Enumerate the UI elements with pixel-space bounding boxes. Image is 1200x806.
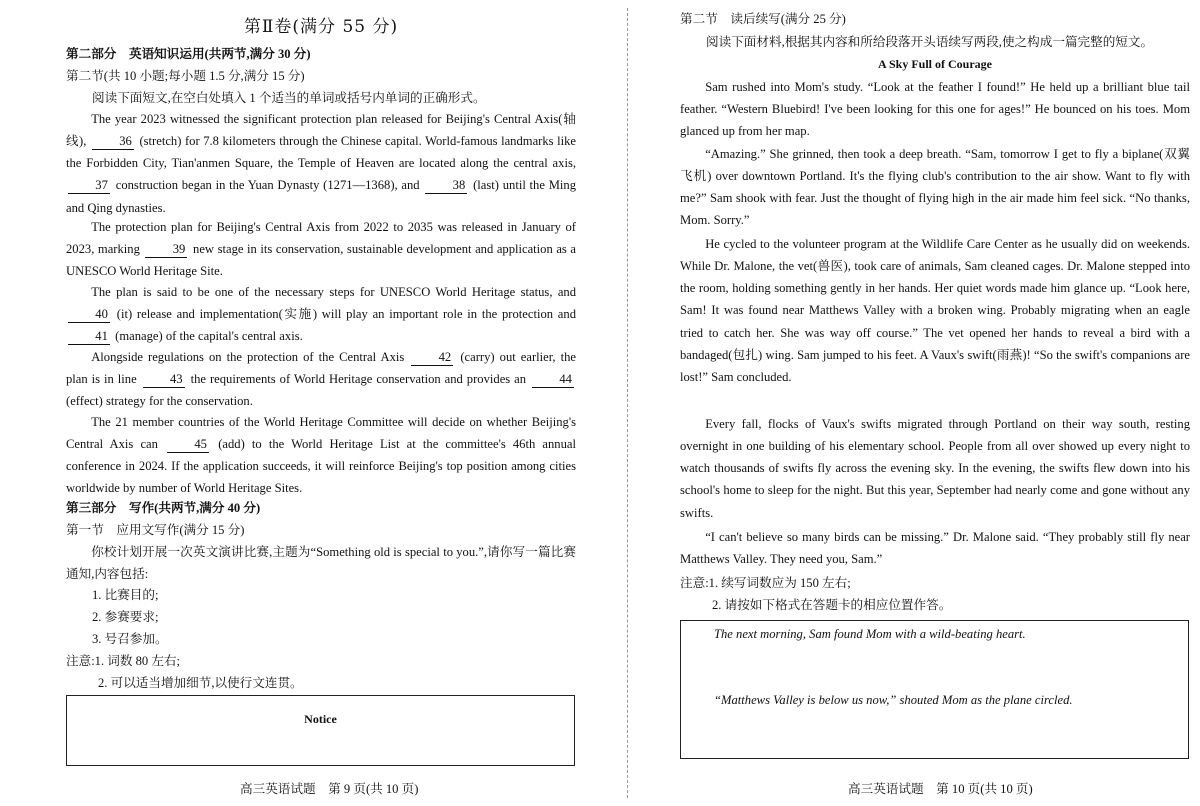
cloze-paragraph-5: The 21 member countries of the World Heritage Committee will decide on whether Beijing's Central Axis can 45 (add) to the World Heritage List at the committee's 46th annual conference in 2024. If the application succeeds, it will reinforce Beijing's top position among cities worldwide by number of World Heritage Sites. [66, 415, 576, 496]
blank-40[interactable]: 40 [68, 307, 110, 323]
part2-heading: 第二部分 英语知识运用(共两节,满分 30 分) [66, 47, 311, 61]
requirement-item-1: 1. 比赛目的; [92, 588, 159, 602]
page-footer: 高三英语试题 第 9 页(共 10 页) [240, 782, 419, 796]
cloze-paragraph-4: Alongside regulations on the protection of the Central Axis 42 (carry) out earlier, the plan is in line 43 the requirements of World Heritage conservation and provides an 44 (effect) strategy for the conservation. [66, 350, 576, 409]
note-details: 2. 可以适当增加细节,以使行文连贯。 [98, 676, 303, 690]
blank-45[interactable]: 45 [167, 437, 209, 453]
requirement-item-3: 3. 号召参加。 [92, 632, 168, 646]
continuation-instructions: 阅读下面材料,根据其内容和所给段落开头语续写两段,使之构成一篇完整的短文。 [706, 35, 1154, 49]
page-divider [627, 8, 628, 798]
story-title: A Sky Full of Courage [877, 57, 992, 71]
story-paragraph-5: “I can't believe so many birds can be missing.” Dr. Malone said. “They probably still fly near Matthews Valley. They need you, Sam.” [680, 530, 1190, 567]
writing-prompt: 你校计划开展一次英文演讲比赛,主题为“Something old is special to you.”,请你写一篇比赛通知,内容包括: [66, 545, 576, 582]
note-word-count: 注意:1. 词数 80 左右; [66, 654, 181, 668]
section1-heading: 第一节 应用文写作(满分 15 分) [66, 523, 245, 537]
blank-38[interactable]: 38 [425, 178, 467, 194]
story-paragraph-2: “Amazing.” She grinned, then took a deep breath. “Sam, tomorrow I get to fly a biplane(双翼飞机) over downtown Portland. It's the flying club's contribution to the air show. Want to fly with me?” Sam shook with fear. Just the thought of flying high in the air made him feel sick. “No thanks, Mom. Sorry.” [680, 147, 1190, 228]
paragraph-start-2: “Matthews Valley is below us now,” shouted Mom as the plane circled. [714, 693, 1073, 707]
cloze-paragraph-2: The protection plan for Beijing's Central Axis from 2022 to 2035 was released in January of 2023, marking 39 new stage in its conservation, sustainable development and application as a UNESCO World Heritage Site. [66, 220, 576, 279]
blank-42[interactable]: 42 [411, 350, 453, 366]
blank-39[interactable]: 39 [145, 242, 187, 258]
story-paragraph-3: He cycled to the volunteer program at the Wildlife Care Center as he usually did on weekends. While Dr. Malone, the vet(兽医), took care of animals, Sam cleaned cages. Dr. Malone stepped into the room, holding something gently in her hands. Her quiet words made him glance up. “Look here, Sam! It was found near Matthews Valley with a broken wing. Probably migrating when an eagle tried to catch her. She was way off course.” The vet opened her hands to reveal a bird with a bandaged(包扎) wing. Sam jumped to his feet. A Vaux's swift(雨燕)! “So the swift's companions are lost!” Sam concluded. [680, 237, 1190, 384]
cloze-paragraph-1: The year 2023 witnessed the significant protection plan released for Beijing's Central Axis(轴线), 36 (stretch) for 7.8 kilometers through the Chinese capital. World-famous landmarks like the Forbidden City, Tian'anmen Square, the Temple of Heaven are located along the central axis, 37 construction began in the Yuan Dynasty (1271—1368), and 38 (last) until the Ming and Qing dynasties. [66, 112, 576, 215]
page-title: 第Ⅱ卷(满分 55 分) [243, 17, 399, 37]
notice-label: Notice [304, 712, 337, 726]
blank-41[interactable]: 41 [68, 329, 110, 345]
continuation-answer-box[interactable] [680, 620, 1189, 759]
section2-heading: 第二节 读后续写(满分 25 分) [680, 12, 846, 26]
blank-36[interactable]: 36 [92, 134, 134, 150]
notice-answer-box[interactable] [66, 695, 575, 766]
section2-heading: 第二节(共 10 小题;每小题 1.5 分,满分 15 分) [66, 69, 305, 83]
blank-44[interactable]: 44 [532, 372, 574, 388]
page-footer: 高三英语试题 第 10 页(共 10 页) [848, 782, 1033, 796]
note-word-count: 注意:1. 续写词数应为 150 左右; [680, 576, 851, 590]
note-format: 2. 请按如下格式在答题卡的相应位置作答。 [712, 598, 952, 612]
blank-37[interactable]: 37 [68, 178, 110, 194]
blank-43[interactable]: 43 [143, 372, 185, 388]
requirement-item-2: 2. 参赛要求; [92, 610, 159, 624]
story-paragraph-4: Every fall, flocks of Vaux's swifts migrated through Portland on their way south, resting overnight in one building of his elementary school. People from all over showed up every night to watch thousands of swifts fly across the evening sky. In the evening, the swifts flew down into his school's home to sleep for the night. But this year, September had nearly come and gone without any swifts. [680, 417, 1190, 520]
cloze-paragraph-3: The plan is said to be one of the necessary steps for UNESCO World Heritage status, and 40 (it) release and implementation(实施) will play an important role in the protection and 41 (manage) of the capital's central axis. [66, 281, 576, 347]
part3-heading: 第三部分 写作(共两节,满分 40 分) [66, 501, 261, 515]
story-paragraph-1: Sam rushed into Mom's study. “Look at the feather I found!” He held up a brilliant blue tail feather. “Western Bluebird! I've been looking for this one for ages!” He bounced on his toes. Mom glanced up from her map. [680, 80, 1190, 139]
right-page [630, 0, 1200, 806]
cloze-instructions: 阅读下面短文,在空白处填入 1 个适当的单词或括号内单词的正确形式。 [92, 91, 486, 105]
paragraph-start-1: The next morning, Sam found Mom with a wild-beating heart. [714, 627, 1026, 641]
